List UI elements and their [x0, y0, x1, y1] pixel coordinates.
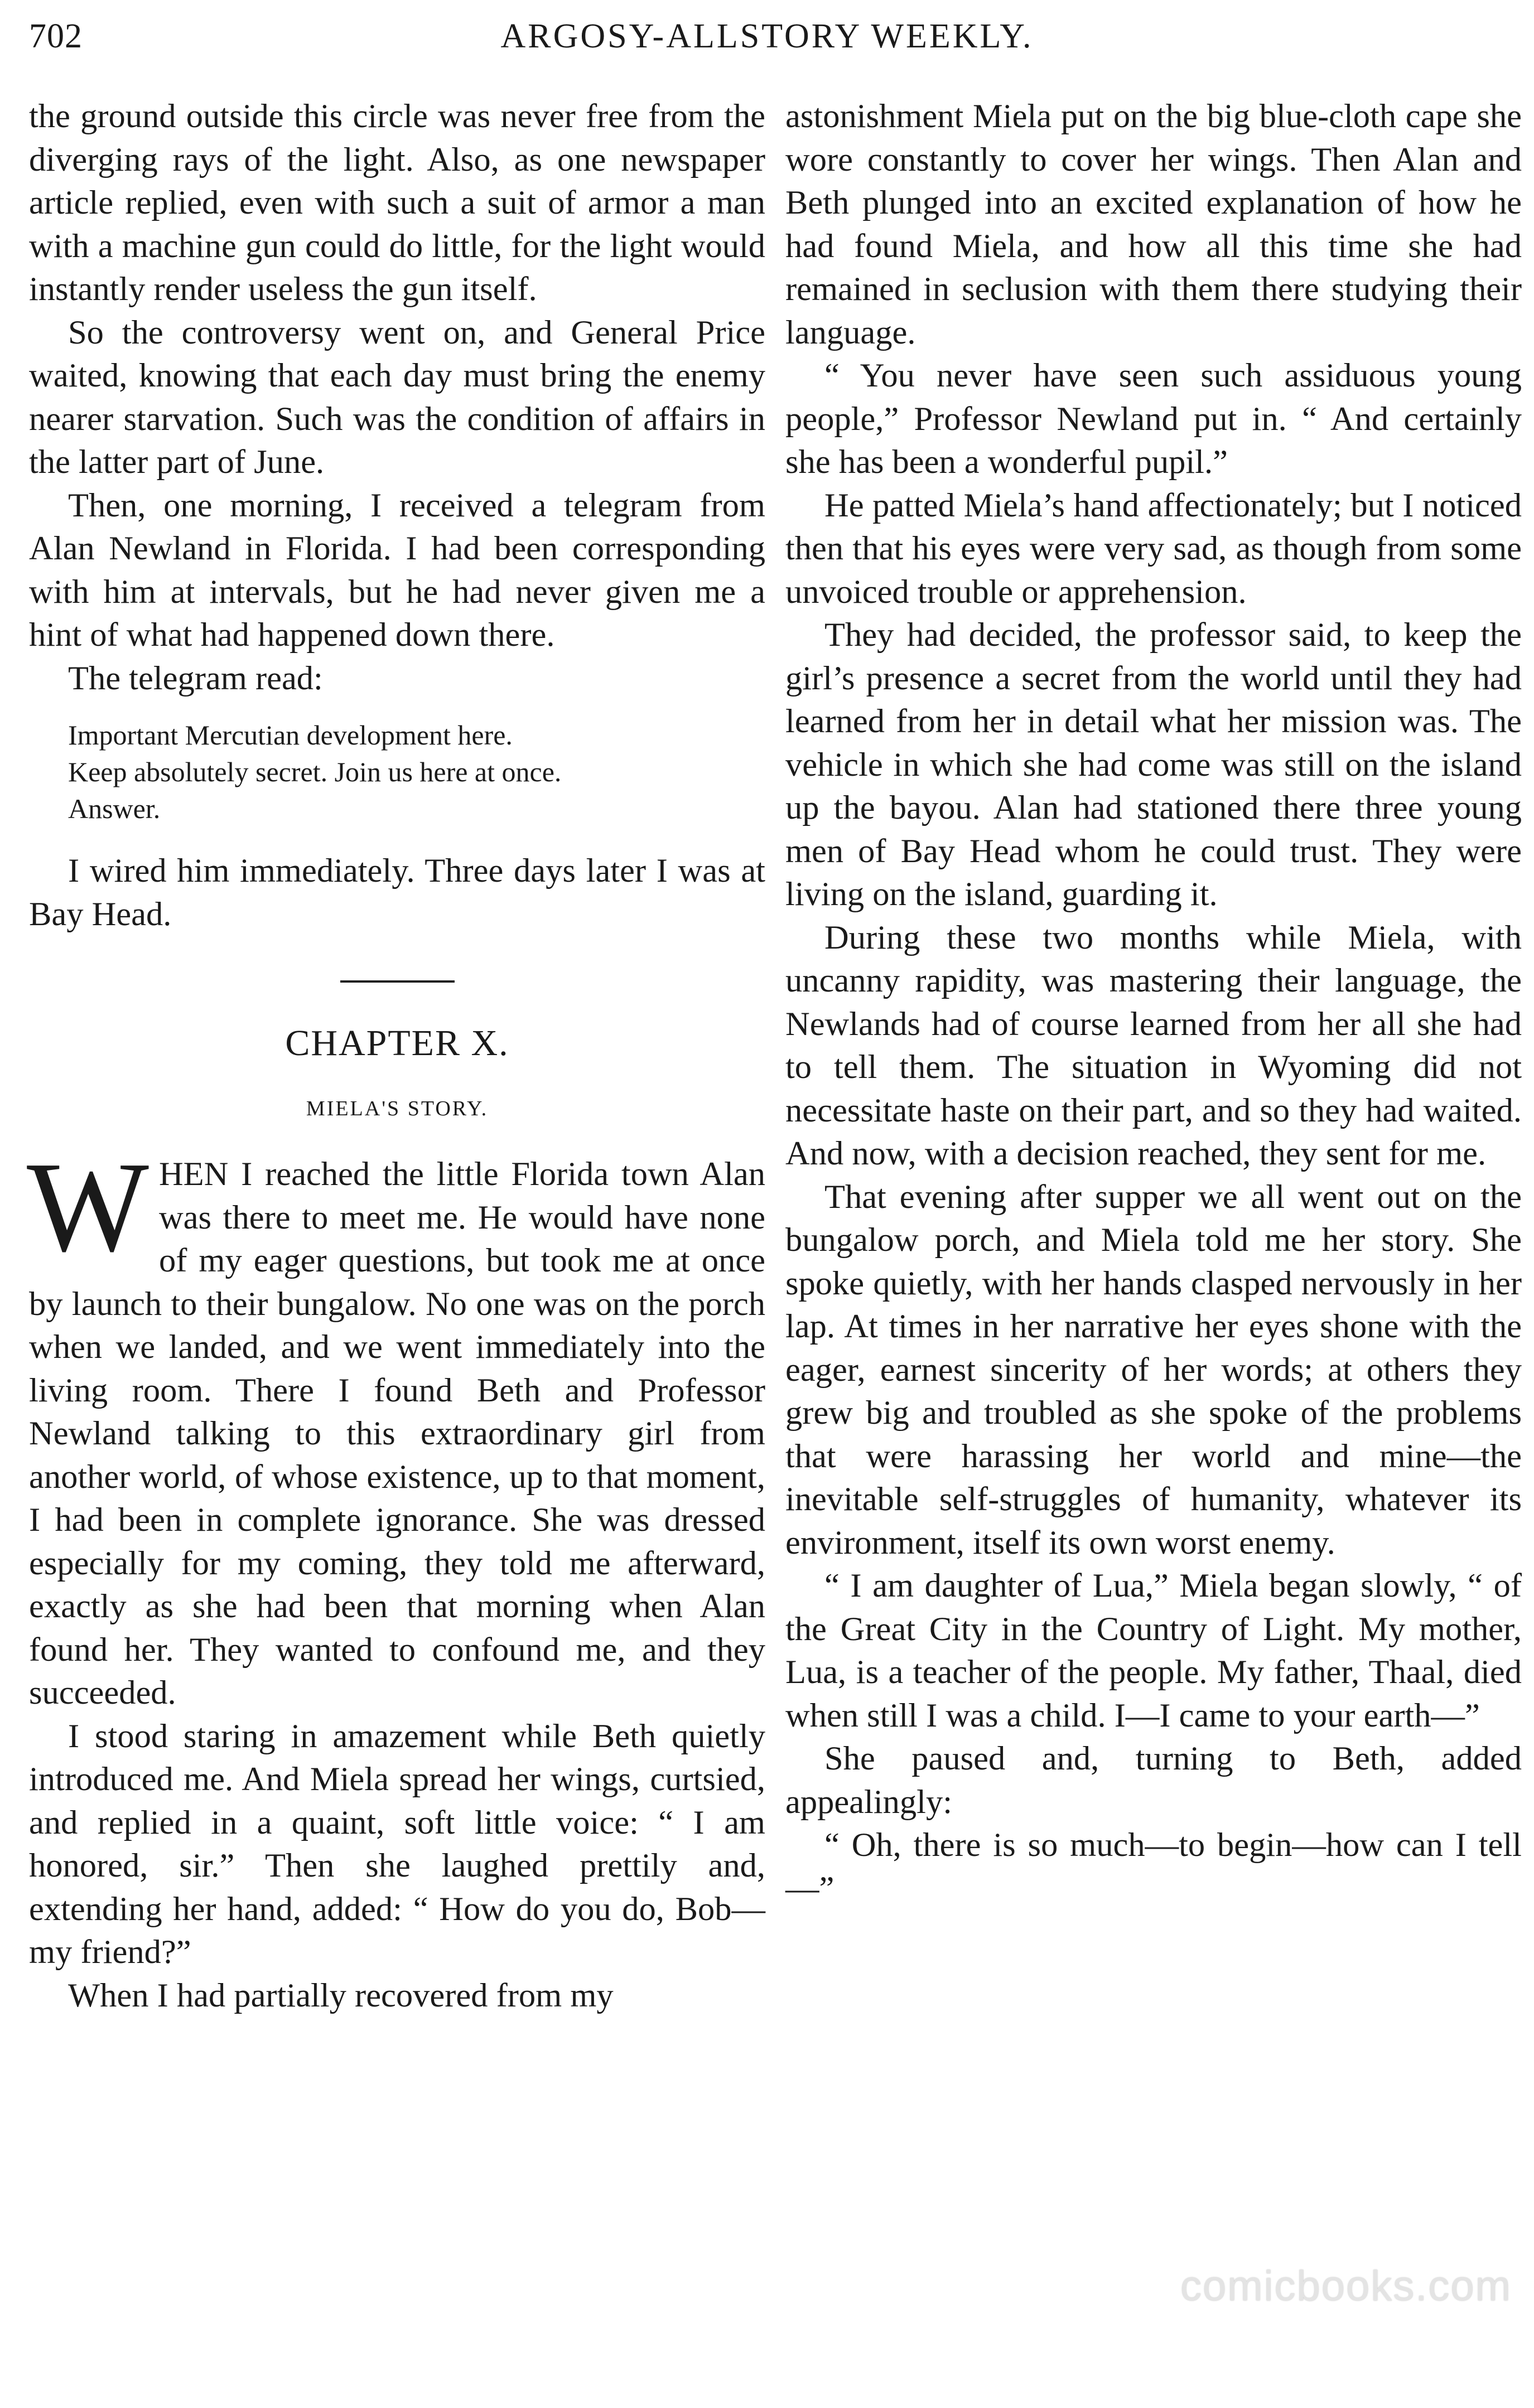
paragraph-text: HEN I reached the little Florida town Alan was there to meet me. He would have none of my eager questions, but took me at once by launch to their bungalow. No one was on the porch when we landed, and we went immediately into the living room. There I found Beth and Professor Newland talking to this extraordinary girl from another world, of whose existence, up to that moment, I had been in complete ignorance. She was dressed especially for my coming, they told me afterward, exactly as she had been that morning when Alan found her. They wanted to confound me, and they succeeded.: [29, 1155, 765, 1711]
telegram-line: Important Mercutian development here.: [68, 719, 513, 751]
paragraph: She paused and, turning to Beth, added appealingly:: [785, 1740, 1522, 1821]
telegram-quote: [68, 717, 743, 827]
chapter-title: CHAPTER X.: [285, 1023, 509, 1063]
paragraph: “ Oh, there is so much—to begin—how can I tell—”: [785, 1826, 1522, 1907]
paragraph: So the controversy went on, and General Price waited, knowing that each day must bring the enemy nearer starvation. Such was the condition of affairs in the latter part of June.: [29, 313, 765, 481]
chapter-subtitle: MIELA'S STORY.: [306, 1096, 489, 1120]
paragraph: They had decided, the professor said, to keep the girl’s presence a secret from the world until they had learned from her in detail what her mission was. The vehicle in which she had come was still on the island up the bayou. Alan had stationed there three young men of Bay Head whom he could trust. They were living on the island, guarding it.: [785, 616, 1522, 913]
chapter-opening-paragraph: [27, 1135, 765, 1715]
page-number: 702: [29, 17, 83, 55]
running-title: ARGOSY-ALLSTORY WEEKLY.: [500, 17, 1034, 55]
paragraph: I wired him immediately. Three days later I was at Bay Head.: [29, 852, 765, 933]
paragraph: “ I am daughter of Lua,” Miela began slowly, “ of the Great City in the Country of Light. My mother, Lua, is a teacher of the people. My father, Thaal, died when still I was a child. I—I came to your earth—”: [785, 1567, 1522, 1734]
paragraph: astonishment Miela put on the big blue-cloth cape she wore constantly to cover her wings. Then Alan and Beth plunged into an excited explanation of how he had found Miela, and how all this time she had remained in seclusion with them there studying their language.: [785, 98, 1522, 351]
telegram-line: Keep absolutely secret. Join us here at once.: [68, 756, 562, 787]
telegram-line: Answer.: [68, 793, 161, 824]
paragraph: When I had partially recovered from my: [68, 1976, 614, 2014]
right-column: [785, 95, 1522, 1910]
paragraph: Then, one morning, I received a telegram from Alan Newland in Florida. I had been corresponding with him at intervals, but he had never given me a hint of what had happened down there.: [29, 486, 765, 654]
paragraph: “ You never have seen such assiduous young people,” Professor Newland put in. “ And certainly she has been a wonderful pupil.”: [785, 357, 1522, 481]
drop-cap: W: [27, 1135, 149, 1279]
left-column: [29, 95, 765, 2017]
paragraph: the ground outside this circle was never free from the diverging rays of the light. Also, as one newspaper article replied, even with such a suit of armor a man with a machine gun could do little, for the light would instantly render useless the gun itself.: [29, 98, 765, 308]
paragraph: He patted Miela’s hand affectionately; but I noticed then that his eyes were very sad, as though from some unvoiced trouble or apprehension.: [785, 486, 1522, 611]
paragraph: The telegram read:: [68, 659, 323, 697]
paragraph: I stood staring in amazement while Beth quietly introduced me. And Miela spread her wings, curtsied, and replied in a quaint, soft little voice: “ I am honored, sir.” Then she laughed prettily and, extending her hand, added: “ How do you do, Bob—my friend?”: [29, 1717, 765, 1971]
section-divider: [340, 980, 455, 983]
watermark: comicbooks.com: [1180, 2262, 1512, 2310]
paragraph: During these two months while Miela, with uncanny rapidity, was mastering their language, the Newlands had of course learned from her all she had to tell them. The situation in Wyoming did not necessitate haste on their part, and so they had waited. And now, with a decision reached, they sent for me.: [785, 918, 1522, 1172]
page-header: [0, 0, 1534, 84]
paragraph: That evening after supper we all went out on the bungalow porch, and Miela told me her story. She spoke quietly, with her hands clasped nervously in her lap. At times in her narrative her eyes shone with the eager, earnest sincerity of her words; at others they grew big and troubled as she spoke of the problems that were harassing her world and mine—the inevitable self-struggles of humanity, whatever its environment, itself its own worst enemy.: [785, 1178, 1522, 1561]
